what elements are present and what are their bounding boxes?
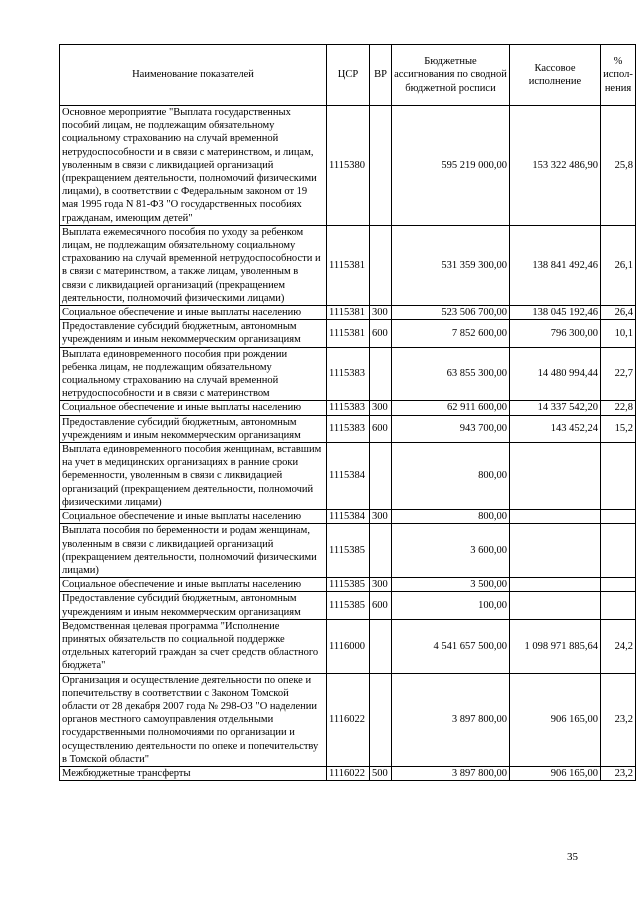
cell-pct: 10,1	[601, 320, 636, 347]
cell-budget: 63 855 300,00	[392, 347, 510, 401]
table-row	[60, 443, 636, 510]
cell-csr: 1115380	[327, 106, 370, 226]
cell-budget: 62 911 600,00	[392, 401, 510, 415]
header-budget: Бюджетные ассигнования по сводной бюджетной росписи	[392, 45, 510, 106]
cell-pct: 25,8	[601, 106, 636, 226]
cell-budget: 100,00	[392, 592, 510, 619]
cell-pct	[601, 592, 636, 619]
cell-csr: 1115381	[327, 225, 370, 305]
cell-cash	[510, 578, 601, 592]
header-row	[60, 45, 636, 106]
cell-cash	[510, 443, 601, 510]
cell-name: Предоставление субсидий бюджетным, автономным учреждениям и иным некоммерческим организациям	[60, 592, 327, 619]
header-cash: Кассовое исполнение	[510, 45, 601, 106]
cell-csr: 1115381	[327, 320, 370, 347]
cell-vr	[370, 443, 392, 510]
table-row	[60, 320, 636, 347]
cell-cash: 14 480 994,44	[510, 347, 601, 401]
cell-vr: 600	[370, 592, 392, 619]
cell-pct	[601, 524, 636, 578]
table-row	[60, 306, 636, 320]
cell-budget: 800,00	[392, 443, 510, 510]
table-row	[60, 592, 636, 619]
cell-budget: 3 897 800,00	[392, 766, 510, 780]
cell-budget: 531 359 300,00	[392, 225, 510, 305]
cell-cash: 906 165,00	[510, 673, 601, 766]
cell-budget: 7 852 600,00	[392, 320, 510, 347]
cell-csr: 1115385	[327, 524, 370, 578]
table-row	[60, 524, 636, 578]
cell-cash: 153 322 486,90	[510, 106, 601, 226]
table-row	[60, 619, 636, 673]
cell-budget: 800,00	[392, 510, 510, 524]
cell-vr: 600	[370, 320, 392, 347]
cell-vr: 600	[370, 415, 392, 442]
cell-budget: 595 219 000,00	[392, 106, 510, 226]
cell-vr	[370, 347, 392, 401]
cell-cash: 1 098 971 885,64	[510, 619, 601, 673]
cell-pct	[601, 510, 636, 524]
cell-vr: 300	[370, 401, 392, 415]
table-row	[60, 510, 636, 524]
cell-name: Выплата единовременного пособия при рождении ребенка лицам, не подлежащим обязательному социальному страхованию на случай временной нетрудоспособности и в связи с материнством	[60, 347, 327, 401]
cell-csr: 1115384	[327, 510, 370, 524]
cell-name: Выплата пособия по беременности и родам женщинам, уволенным в связи с ликвидацией организаций (прекращением деятельности, полномочий физическими лицами)	[60, 524, 327, 578]
cell-cash: 906 165,00	[510, 766, 601, 780]
cell-name: Предоставление субсидий бюджетным, автономным учреждениям и иным некоммерческим организациям	[60, 320, 327, 347]
cell-pct	[601, 578, 636, 592]
cell-pct: 23,2	[601, 766, 636, 780]
cell-csr: 1115385	[327, 578, 370, 592]
cell-vr	[370, 225, 392, 305]
cell-name: Межбюджетные трансферты	[60, 766, 327, 780]
cell-budget: 523 506 700,00	[392, 306, 510, 320]
table-row	[60, 766, 636, 780]
cell-vr: 500	[370, 766, 392, 780]
cell-csr: 1116022	[327, 673, 370, 766]
cell-name: Социальное обеспечение и иные выплаты населению	[60, 510, 327, 524]
table-row	[60, 401, 636, 415]
cell-pct: 22,7	[601, 347, 636, 401]
table-row	[60, 347, 636, 401]
cell-pct: 15,2	[601, 415, 636, 442]
cell-vr	[370, 673, 392, 766]
cell-pct: 24,2	[601, 619, 636, 673]
cell-cash: 138 841 492,46	[510, 225, 601, 305]
cell-name: Основное мероприятие "Выплата государственных пособий лицам, не подлежащим обязательному социальному страхованию на случай временной нетрудоспособности и в связи с материнством, и лицам, уволенным в связи с ликвидацией организаций (прекращением деятельности, полномочий физическими лицами), в соответствии с Федеральным законом от 19 мая 1995 года N 81-ФЗ "О государственных пособиях гражданам, имеющим детей"	[60, 106, 327, 226]
cell-cash: 14 337 542,20	[510, 401, 601, 415]
cell-cash: 138 045 192,46	[510, 306, 601, 320]
cell-csr: 1115381	[327, 306, 370, 320]
cell-pct: 22,8	[601, 401, 636, 415]
header-vr: ВР	[370, 45, 392, 106]
header-csr: ЦСР	[327, 45, 370, 106]
cell-pct: 23,2	[601, 673, 636, 766]
cell-vr: 300	[370, 510, 392, 524]
cell-name: Предоставление субсидий бюджетным, автономным учреждениям и иным некоммерческим организациям	[60, 415, 327, 442]
cell-csr: 1115385	[327, 592, 370, 619]
cell-name: Социальное обеспечение и иные выплаты населению	[60, 578, 327, 592]
table-row	[60, 578, 636, 592]
header-name: Наименование показателей	[60, 45, 327, 106]
cell-pct: 26,4	[601, 306, 636, 320]
cell-name: Выплата единовременного пособия женщинам, вставшим на учет в медицинских организациях в ранние сроки беременности, уволенным в связи с ликвидацией организаций (прекращением деятельности, полномочий физическими лицами)	[60, 443, 327, 510]
cell-cash	[510, 524, 601, 578]
cell-vr: 300	[370, 578, 392, 592]
budget-execution-table	[59, 44, 636, 781]
table-row	[60, 415, 636, 442]
cell-csr: 1115383	[327, 347, 370, 401]
cell-budget: 943 700,00	[392, 415, 510, 442]
cell-csr: 1116000	[327, 619, 370, 673]
cell-budget: 3 897 800,00	[392, 673, 510, 766]
cell-vr: 300	[370, 306, 392, 320]
cell-budget: 3 600,00	[392, 524, 510, 578]
cell-name: Ведомственная целевая программа "Исполнение принятых обязательств по социальной поддержке отдельных категорий граждан за счет средств областного бюджета"	[60, 619, 327, 673]
table-row	[60, 106, 636, 226]
cell-name: Социальное обеспечение и иные выплаты населению	[60, 401, 327, 415]
table-row	[60, 225, 636, 305]
cell-csr: 1115383	[327, 415, 370, 442]
page-number: 35	[567, 851, 578, 863]
table-row	[60, 673, 636, 766]
cell-vr	[370, 524, 392, 578]
cell-name: Выплата ежемесячного пособия по уходу за ребенком лицам, не подлежащим обязательному социальному страхованию на случай временной нетрудоспособности и в связи с материнством, а также лицам, уволенным в связи с ликвидацией организаций (прекращением деятельности, полномочий физическими лицами)	[60, 225, 327, 305]
cell-pct	[601, 443, 636, 510]
cell-name: Социальное обеспечение и иные выплаты населению	[60, 306, 327, 320]
cell-csr: 1115384	[327, 443, 370, 510]
cell-cash	[510, 592, 601, 619]
cell-cash: 143 452,24	[510, 415, 601, 442]
cell-name: Организация и осуществление деятельности по опеке и попечительству в соответствии с Законом Томской области от 28 декабря 2007 года № 298-ОЗ "О наделении органов местного самоуправления отдельными государственными полномочиями по организации и осуществлению деятельности по опеке и попечительству в Томской области"	[60, 673, 327, 766]
cell-budget: 4 541 657 500,00	[392, 619, 510, 673]
cell-cash	[510, 510, 601, 524]
cell-vr	[370, 106, 392, 226]
cell-csr: 1116022	[327, 766, 370, 780]
cell-vr	[370, 619, 392, 673]
cell-budget: 3 500,00	[392, 578, 510, 592]
table-body	[60, 106, 636, 781]
header-pct: % испол-нения	[601, 45, 636, 106]
cell-pct: 26,1	[601, 225, 636, 305]
cell-csr: 1115383	[327, 401, 370, 415]
cell-cash: 796 300,00	[510, 320, 601, 347]
